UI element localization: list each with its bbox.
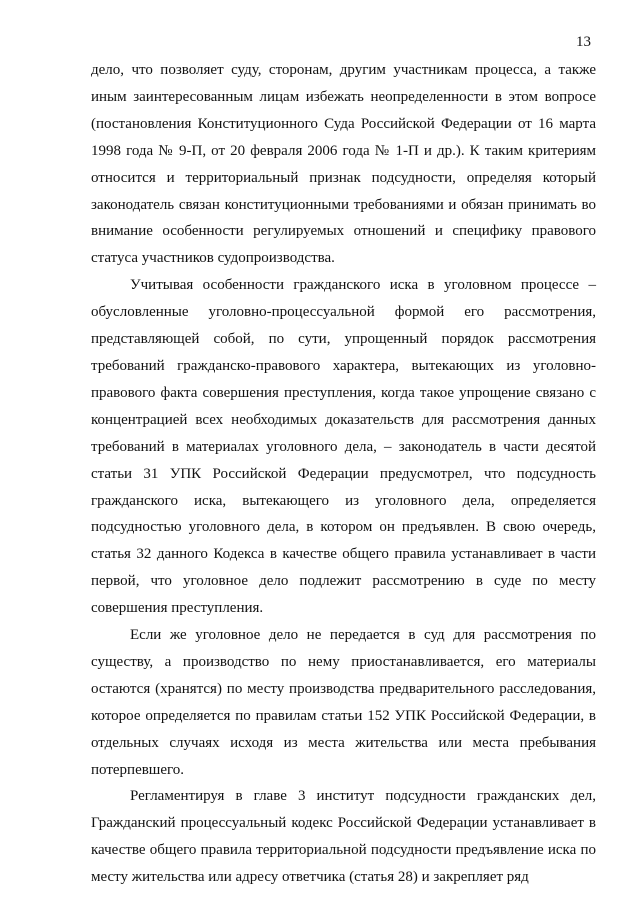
paragraph-civil-claim: Учитывая особенности гражданского иска в уголовном процессе – обусловленные уголовно-процессуальной формой его рассмотрения, представляющей собой, по сути, упрощенный порядок рассмотрения требований гражданско-правового характера, вытекающих из уголовно-правового факта совершения преступления, когда такое упрощение связано с концентрацией всех необходимых доказательств для рассмотрения данных требований в материалах уголовного дела, – законодатель в части десятой статьи 31 УПК Российской Федерации предусмотрел, что подсудность гражданского иска, вытекающего из уголовного дела, определяется подсудностью уголовного дела, в котором он предъявлен. В свою очередь, статья 32 данного Кодекса в качестве общего правила устанавливает в части первой, что уголовное дело подлежит рассмотрению в суде по месту совершения преступления. xyxy=(91,277,596,617)
body-text xyxy=(91,57,596,891)
page-number: 13 xyxy=(576,34,591,50)
paragraph-suspended-case: Если же уголовное дело не передается в суд для рассмотрения по существу, а производство по нему приостанавливается, его материалы остаются (хранятся) по месту производства предварительного расследования, которое определяется по правилам статьи 152 УПК Российской Федерации, в отдельных случаях исходя из места жительства или места пребывания потерпевшего. xyxy=(91,627,596,778)
paragraph-civil-jurisdiction: Регламентируя в главе 3 институт подсудности гражданских дел, Гражданский процессуальный кодекс Российской Федерации устанавливает в качестве общего правила территориальной подсудности предъявление иска по месту жительства или адресу ответчика (статья 28) и закрепляет ряд xyxy=(91,788,596,886)
paragraph-continued: дело, что позволяет суду, сторонам, другим участникам процесса, а также иным заинтересованным лицам избежать неопределенности в этом вопросе (постановления Конституционного Суда Российской Федерации от 16 марта 1998 года № 9-П, от 20 февраля 2006 года № 1-П и др.). К таким критериям относится и территориальный признак подсудности, определяя который законодатель связан конституционными требованиями и обязан принимать во внимание особенности регулируемых отношений и специфику правового статуса участников судопроизводства. xyxy=(91,62,596,267)
